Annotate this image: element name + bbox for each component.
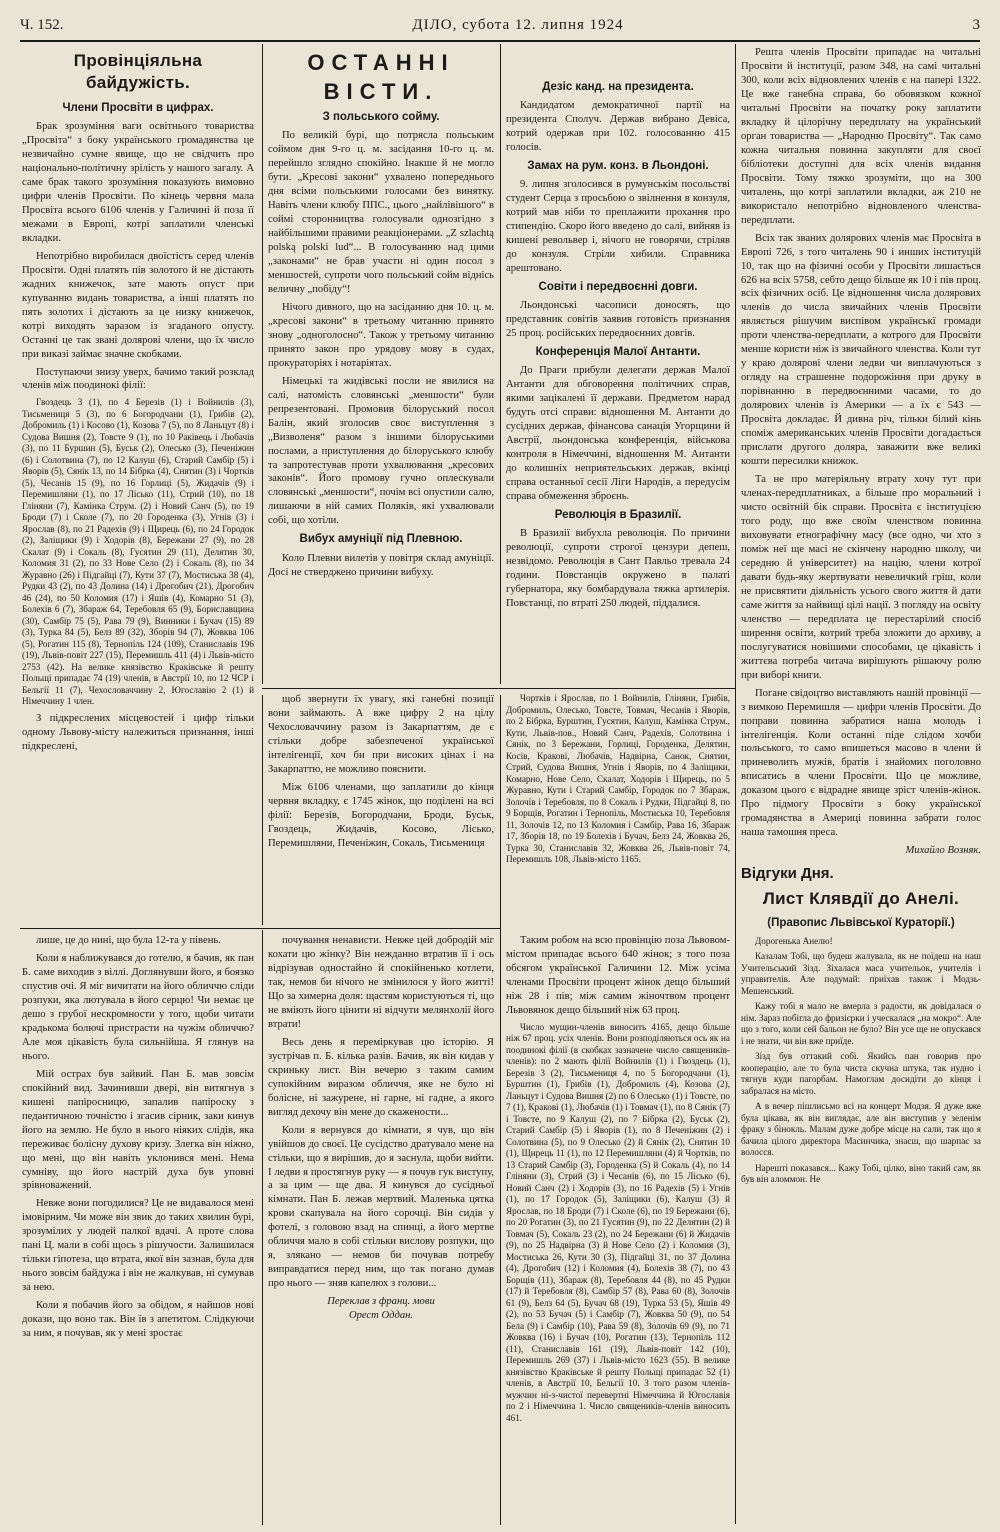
- column-rule: [500, 44, 501, 684]
- paragraph: Та не про матеріяльну втрату хочу тут при членах-передплатниках, а більше про моральний і чисто освітній бік справи. Просвіта є інституцією того роду, що вже своїм членством повинна виховувати етнографічну масу (все одно, чи хто з поміж неї ще масі не скінчену народню школу, чи середню й університет) на націю, члени котрої давати будь-яку жертвувати невеличкий гріш, коли не присвятити діяльність усього свого життя й дати саме життя за найвищі цілі нації. З погляду на освіту членство — передплата це перестарілий спосіб ширення освіти, котрий треба зложити до архиву, а послугуватися новішими способами, це цікавість і життєва потреба читача вирішують рішаючу ролю при виборі книги.: [741, 474, 981, 681]
- paragraph: Казалам Тобі, що будеш жалувала, як не поїдеш на наш Учительський Зізд. Зіхалася маса учительок, учителів і управителів. Але подумай: приїхав також і Модзь-Мешенський.: [741, 951, 981, 996]
- branch-list: Чортків і Ярослав, по 1 Войнилів, Гліняни, Грибів, Добромиль, Олесько, Товсте, Товмач, Чесанів і Яворів, по 2 Бібрка, Бурштин, Гусятин, Калуш, Камінка Струм., Кути, Львів-пов., Новий Санч, Радехів, Солотвина і Сянік, по 3 Бережани, Горлиці, Городенка, Делятин, Косів, Кракові, Любачів, Надвірна, Санок, Снятин, Стрий, Судова Вишня, Угнів і Яворів, по 4 Заліщики, Комарно, Нове Село, Скалат, Ходорів і Щирець, по 5 Журавно, Кути і Старий Самбір, Городок по 7 Збараж, Золочів і Теребовля, по 8 Сокаль і Рудки, Підгайці 8, по 9 Борщів, Рогатин і Тернопіль, Мостиська 10, Теребовля 11, Золочів 12, по 13 Коломия і Самбір, Рава 16, Збараж 17, Зборів 18, по 19 Болехів і Бучач, Белз 24, Жовква 26, Турка 30, Станиславів 32, Жовква 26, Львів-повіт 74, Перемишль 108, Львів-місто 1165.: [506, 693, 730, 864]
- paragraph: Нарешті показався... Кажу Тобі, цілко, віно такий сам, як був він аломмон. Не: [741, 1162, 981, 1185]
- paragraph: З підкреслених місцевостей і цифр тільки одному Львову-місту належиться признання, інші підкреслені,: [22, 712, 254, 752]
- paragraph: А в вечер пішлисьмо всі на концерт Модзя. Я дуже вже була цікава, як він виглядає, але він виступив у зеленім фраку з бінокль. Малам дуже добре місце на сали, так що я бачила цілого директора Масинчика, знаєш, що шарпає за волосся.: [741, 1101, 981, 1158]
- issue-number: Ч. 152.: [20, 16, 64, 33]
- news-heading: Совіти і передвоєнні довги.: [538, 281, 698, 293]
- article-title: Провінціяльна байдужість.: [73, 51, 203, 93]
- paragraph: Невже вони погодилися? Це не видавалося мені імовірним. Чи може він звик до таких хвилин бурі, зрозумілих у людей палкої вдачі. А проте слова пані Ц. мали в собі щось з рішучости. Залишилася тільки гіпотеза, що втрата, якої він зазнав, була для нього зовсім байдужа і він не жалкував, ні сумував за нею.: [22, 1198, 254, 1294]
- paragraph: До Праги прибули делегати держав Малої Антанти для обговорення політичних справ, якими зацікалені її держави. Предметом нарад будуть отсі справи: відношення М. Антанти до сусідних держав, фінансова санація Угорщини й Австрії, льондонська конференція, військова контроля в Німеччині, відношення М. Антанти до колишніх неприятельських держав, вкінці справа останньої сесії Ліги Народів, а передусім справа обмеження зброєнь.: [506, 365, 730, 502]
- column-rule: [262, 695, 263, 925]
- column-rule: [500, 695, 501, 1525]
- paragraph: Між 6106 членами, що заплатили до кінця червня вкладку, є 1745 жінок, що поділені на всі філії: Березів, Богородчани, Броди, Буськ, Гвоздець, Жидачів, Косово, Лісько, Перемишляни, Печеніжин, Сокаль, Тисьмениця: [268, 781, 494, 849]
- paragraph: Мій острах був зайвий. Пан Б. мав зовсім спокійний вид. Зачинивши двері, він витягнув з кишені папіросницю, запалив папіроску з педантичною точністю і згасив сірник, заки кинув його на землю. Не було в нього ніяких слідів, яка переживає болісну духову кризу. Злегка він ніжно, що мені, що він навіть уклонився мені. Нема сумніву, що його настрій духа був уповні зрівноважений.: [22, 1068, 254, 1192]
- section-rule: [262, 688, 735, 689]
- news-heading: Замах на рум. конз. в Льондоні.: [527, 160, 709, 173]
- paragraph: почування ненависти. Невже цей добродій міг кохати цю жінку? Він нежданно втратив її і ось відрізував одностайно й спокійненько котлети, так, немов би нічого не змінилося у його житті! Що за химерна доля: щастям користуються ті, що не вміють його цінити ні відчути мелянхолії його втрати!: [268, 935, 494, 1030]
- article-subtitle: Члени Просвіти в цифрах.: [62, 101, 214, 114]
- page-number: 3: [972, 16, 980, 33]
- column-rule: [735, 44, 736, 1524]
- membership-women-list: [506, 693, 730, 925]
- masthead-date: ДІЛО, субота 12. липня 1924: [412, 16, 624, 33]
- column-rule: [262, 930, 263, 1525]
- section-rule: [20, 928, 500, 929]
- paragraph: В Бразилії вибухла революція. По причини революції, супроти строгої цензури депеш, незвідомо. Революція в Сант Павльо тревала 24 години. Повстанців окружено в палаті губернатора, яку бомбардувала тяжка артилерія. Повстанці, по втраті 250 людей, піддалися.: [506, 528, 730, 609]
- latest-news-right: [506, 76, 730, 686]
- paragraph: Поступаючи знизу уверх, бачимо такий розклад членів між поодинокі філії:: [22, 366, 254, 392]
- branch-list: Гвоздець 3 (1), по 4 Березів (1) і Войнилів (3), Тисьмениця 5 (3), по 6 Богородчани (1), Грибів (2), Добромиль (1) і Косово (1), Козова 7 (5), по 8 Ланьцут (8) і Судова Вишня (2), Товсте 9 (1), по 10 Раківець і Любачів (3), по 11 Буршин (5), Буськ (2), Олесько (3), Печеніжин (6) і Солотвина (7), по 12 Калуш (6), Старий Самбір (5) і Яворів (5), Сянік 13, по 14 Бібрка (4), Снятин (3) і Чортків (5), Чесанів 15 (9), по 16 Горлиці (5), Жидачів (9) і Перемишляни (1), по 17 Лісько (11), Стрий (10), по 18 Гліняни (7), Камінка Струм. (2) і Новий Санч (5), по 19 Броди (7) і Сколе (7), по 20 Городенка (3), Угнів (3) і Ярослав (8), по 21 Радехів (9) і Щирець (6), по 24 Городок (2), Заліщики (9) і Ходорів (8), Бережани 27 (9), по 28 Скалат (9) і Сокаль (8), Гусятин 29 (11), Делятин 30, Коломия 31 (2), по 33 Нове Село (2) і Сокаль (8), по 34 Журавно (26) і Підгайці (7), Кути 37 (7), Мостиська 38 (4), Рудки 43 (2), по 43 Долина (14) і Дрогобич (21), Дрогобич 46 (24), по 50 Коломия (17) і Яшів (4), Комарно 51 (3), Болехів 6 (7), Збараж 64, Теребовля 65 (9), Бориславщина (30), Самбір 75 (5), Рава 79 (9), Винники і Бучач (15) 89 (3), Турка 84 (5), Белз 89 (32), Зборів 94 (7), Жовква 106 (5), Рогатин 115 (8), Тернопіль 124 (109), Станиславів 196 (19), Львів-повіт 227 (15), Перемишль 411 (4) і Львів-місто 2753 (42). На велике князівство Краківське й решту Польщі припадає 74 (19) членів, в Австрії 10, по 12 ЧСР і Бельгії 11 (7), Чехословаччину 2, Югославію 2 (1) й Німеччину 1 член.: [22, 397, 254, 707]
- paragraph: Кажу тобі я мало не вмерла з радости, як довідалася о нім. Зараз побігла до фризієрки і уческалася „на мокро“. Але що з того, коли сей бальон не було? Він усе ще не опускався і не знати, чи він вже приїде.: [741, 1001, 981, 1046]
- article-author: Михайло Возняк.: [905, 845, 981, 857]
- news-heading: З польського сойму.: [322, 111, 440, 124]
- news-heading: Вибух амуніції під Плевною.: [299, 533, 463, 546]
- paragraph: По великій бурі, що потрясла польським соймом дня 9-го ц. м. засідання 10-го ц. м. перейшло зглядно спокійно. Інакше й не могло бути. „Кресові закони“ ухвалено попереднього дня всіми польськими голосами без винятку. Навіть члени клюбу ППС., цього „найлівішого“ в соймі сторонництва голосували однозгідно з найбільшими правими реакціонерами. „Z szlachtą polską polski lud“... В голосуванню над цими „законами“ не брав участи ні один посол з меншостей, супроти чого польський сойм віднісь величну „побіду“!: [268, 130, 494, 295]
- paragraph: Льондонські часописи доносять, що представник совітів заявив готовість признання 25 проц. російських передвоєнних довгів.: [506, 300, 730, 340]
- paragraph: Коли я побачив його за обідом, я найшов нові докази, що воно так. Він їв з апетитом. Слідкуючи за ним, я почував, як у мені зростає: [22, 1300, 254, 1340]
- section-heading: Відгуки Дня.: [741, 865, 834, 883]
- paragraph: Весь день я переміркував цю історію. Я зустрічав п. Б. кілька разів. Бачив, як він кидав у скриньку лист. Він вечерю з таким самим супокійним виразом обличчя, яке не було ні болісне, ні зажурене, ні гарне, ні гадне, а якого вигляд дехочу він мене до скажености...: [268, 1036, 494, 1118]
- news-heading: Конференція Малої Антанти.: [535, 346, 701, 359]
- translator-name: Орест Оддан.: [348, 1310, 414, 1322]
- paragraph: Німецькі та жидівські посли не явилися на салі, натомість словянські „меншости“ були репрезентовані. Промовив білоруський посол Балін, який зголосив своє виступлення з „Визволеня“ разом з іншими білоруськими послами, а приступлення до білоруського клюбу та запротестував проти ухвалювання „кресових законів“. Його промову гучно оплескували словянські „меншости“, почім всі опустили салю, лишаючи в ній самих Поляків, які ухвалювали собі, що хотіли.: [268, 375, 494, 527]
- article-provincial-indifference-continued: [741, 46, 981, 1526]
- feuilleton-title: Лист Клявдії до Анелі.: [762, 889, 960, 909]
- paragraph: щоб звернути їх увагу, які ганебні позиції вони займають. А вже цифру 2 на цілу Чехословаччину разом із Закарпаттям, де є стільки добре забезпеченої української інтелігенції, хоч би при високих цінах і на Закарпаттю, не можливо пояснити.: [268, 694, 494, 775]
- paragraph: Таким робом на всю провінцію поза Львовом-містом припадає всього 640 жінок; з того поза обсягом української Галичини 12. Між усіма членами Просвіти процент жінок дещо більший ніж 28 і пів; між самим жіночтвом процент Львовянок дещо більший ніж 63 проц.: [506, 935, 730, 1016]
- page-header: [20, 10, 980, 42]
- section-banner: ОСТАННІ ВІСТИ.: [307, 50, 455, 105]
- paragraph: Всіх так званих долярових членів має Просвіта в Европі 726, з того читалень 90 і инших інституцій 10, так що на фізичні особи у Просвіти лишається 626 на всіх 5758, себто дещо більше як 10 і пів проц. всіх фізичних осіб. Це відношення числа долярових членів до числа звичайних членів Просвіти являється рішучим виспівом українськї громади проти членства-передплати, а котрого для Просвіти менше користи ніж із звичайного членства. Коли тут у краю долярові члени ледви чи виплачуються з огляду на страшенне подорожіння при друку в порівнанню в передвоєнними часами, то до долярових членів із Америки — а їх є 543 — Просвіта докладає. Й дивна річ, тільки білий кінь споміж американських членів Просвіти догадається прислати другого доляра, заважити вже великі кошти пересилки книжок.: [741, 232, 981, 468]
- paragraph: Зізд був оттакий собі. Якийсь пан говорив про кооперацію, але то була чиста скучна штука, так нудно і тягнув куди пагорбам. Намоглам досидіти до кінця і забралася на місто.: [741, 1051, 981, 1096]
- paragraph: Дорогенька Анелю!: [755, 935, 833, 946]
- paragraph: Нічого дивного, що на засіданню дня 10. ц. м. „кресові закони“ в третьому читанню принято знову „одноголосно“. Також у третьому читанню принято закон про урядову мову в судах, прокураторіях і нотаріятах.: [268, 301, 494, 369]
- paragraph: Кандидатом демократичної партії на президента Сполуч. Держав вибрано Девіса, котрий одержав при 102. голосованню 415 голосів.: [506, 100, 730, 154]
- branch-list: Число мущин-членів виносить 4165, дещо більше ніж 67 проц. усіх членів. Вони розподіляються ось як на поодинокі філії (в скобках зазначене число священиків-членів): по 2 мають філії Войнилів (1) і Гвоздець (1), Березів 3 (2), Тисьмениця 4, по 5 Богородчани (1), Бурштин (1), Грибів (1), Добромиль (4), Козова (2), Ланьцут і Судова Вишня (2) по 6 Олесько (1) і Товсте, по 7 (1), Кракові (1), Любачів (1) і Товмач (1), по 8 Сянік (7) і Товсте, по 9 Калуш (2), по 7 Бібрка (2), Буськ (2), Старий Самбір (5) і Яворів (1), по 8 Печеніжин (2) і Солотвина (5), по 9 Олесько (2) й Сянік (2), Снятин 10 (1), Щирець 11 (1), по 12 Перемишляни (4) й Чортків, по 13 Старий Самбір (3), Городенка (5) й Сокаль (4), по 14 Гліняни (3), Стрий (3) і Чесанів (6), по 15 Лісько (6), Новий Санч (2) і Ходорів (3), по 16 Радехів (5) і Угнів (1), по 17 Городок (5), Заліщики (6), Калуш (3) й Ярослав, по 18 Броди (7) і Сколе (6), по 19 Бережани (6), по 20 Рогатин (3), по 21 Гусятин (9), по 22 Делятин (2) й Товмач (5), Сокаль 23 (2), по 24 Бережани (6) й Жидачів (9), по 25 Надвірна (3) й Нове Село (2) і Коломия (3), Мостиська 26, Кути 30 (3), Підгайці 31, по 37 Долина (4), Дрогобич (12) і Коломия (4), Болехів 38 (7), по 43 Борщів (11), Збараж (8), Теребовля 44 (8), по 45 Рудки (17) й Теребовля (8), Самбір 57 (8), Рава 60 (8), Золочів 61 (9), Белз 64 (5), Бучач 68 (19), Турка 53 (5), Яшів 49 (2), по 53 Бучач (5) і Самбір (7), Жовква 50 (9), по 54 Бела (9) і Самбір (10), Рава 59 (8), Золочів 69 (9), по 71 Жовква (16) і Бучач (10), Рогатин (13), Тернопіль 112 (11), Станиславів 161 (19), Львів-повіт 142 (10), Перемишль 269 (37) і Львів-місто 1623 (55). В велике князівство Краківське й решту Польщі припадає 52 (1) членів, в Австрії 10, Бельгії 10. З того разом членів-мужчин ні-з-чистої перевертні Німеччина й Югославія по 2 і Німеччина 1. Число священиків-членів виносить 461.: [506, 1021, 730, 1423]
- membership-men-list: [506, 934, 730, 1524]
- paragraph: Непотрібно виробилася двоїстість серед членів Просвіти. Одні платять пів золотого й не дістають жадних книжечок, зате мають опуст при купуванню видань товариства, а інші платять по пять золотих і дістають за це низку книжечок, котрі виходять заразом із згаданого опусту. Останні це так звані долярові члени, що їх число при виказі займає значне скобками.: [22, 250, 254, 360]
- paragraph: Коли я наближувався до готелю, я бачив, як пан Б. саме виходив з віллі. Доглянувши його, я боязко спустив очі. Я міг вичитати на його обличчю сліди розпуки, яка лютувала в його серцю! Чи немає це дешо з грубої нескромности у того, щоби читати крадькома болючі пристрасти на чужім обличчю? Але моя цікавість була сильнійша. Я глянув на нього.: [22, 952, 254, 1062]
- paragraph: лише, це до нині, що була 12-та у півень.: [36, 935, 221, 946]
- paragraph: 9. липня зголосився в румунськім посольстві студент Серца з просьбою о звілнення в конзуля, котрий мав ніби то преплажити прохання про стипендію. Скоро його введено до салі, вийняв із кишені револьвер і, нічого не говорячи, стріляв до конзуля. Стріли хибили. Справника арештовано.: [506, 179, 730, 275]
- column-rule: [262, 44, 263, 684]
- paragraph: Коли я вернувся до кімнати, я чув, що він увійшов до своєї. Це сусідство дратувало мене на стільки, що я вирішив, до я заснула, щоби вийти. І ледви я простягнув руку — я почув гук виступу, а за цим — ще два. Я кинувся до сусідньої кімнати. Пан Б. лежав мертвий. Маленька цятка крови скапувала на його сорочці. Він сидів у фотелі, з головою взад на спинці, а його мертве обличчя мало в собі стільки вислову розпуки, що я, злякано — немов би почував потребу виправдатися перед ним, що так погано думав про нього — зняв капелюх з голови...: [268, 1124, 494, 1290]
- membership-women-text: [268, 693, 494, 925]
- article-provincial-indifference: [22, 46, 254, 926]
- latest-news-left: [268, 46, 494, 686]
- paragraph: Решта членів Просвіти припадає на читальні Просвіти й інституції, разом 348, на самі читальні 300, коли всіх відновлених членів є на папері 1322. Це вже ганебна справа, бо обовязком кожної читальні Просвіти на початку року заплатити вкладку й цілорічну передплату на український орган товариства — „Народню Просвіту“. Так само кожна читальня повинна закупляти для своєї бібліотеки доступні для всіх членів видання Просвіти. Тому тяжко зрозуміти, що на 300 читалень, що котрі заплатили вкладки, аж 210 не використало непотрібно відновленого членства-передплати.: [741, 47, 981, 226]
- paragraph: Погане свідоцтво виставляють нашій провінції — з вимкою Перемишля — цифри членів Просвіти. До поправи повинна забратися наша молодь і інтелігенція. Коли останні піде слідом хочби польського, то само впишеться масово в члени й приневолить мужів, братів і знайомих поголовно вписатись в члени Просвіти. Що це можливе, доказом цього є відрадне явище зріст членів-жінок. Про підмогу Просвіти з боку української громадянства в Америці повинна забрати голос наша тамошня преса.: [741, 687, 981, 839]
- translator-note: Переклав з франц. мови: [327, 1296, 435, 1308]
- feuilleton-story-right: [268, 934, 494, 1524]
- news-heading: Дезіс канд. на президента.: [542, 81, 694, 93]
- feuilleton-subtitle: (Правопис Львівської Кураторії.): [767, 917, 955, 930]
- news-heading: Революція в Бразилії.: [554, 508, 682, 521]
- feuilleton-story-left: [22, 934, 254, 1524]
- paragraph: Коло Плевни вилетів у повітря склад амуніції. Досі не стверджено причини вибуху.: [268, 552, 494, 578]
- paragraph: Брак зрозуміння ваги освітнього товариства „Просвіта“ з боку українського громадянства це незвичайно сумне явище, що не свідчить про національно-політичну зрілість у нашого загалу. А саме брак такого зрозуміння показують вимовно цифри членів Просвіти. По кінець червня мала Просвіта всього 6106 членів у Галичині й поза її межами в Европі, котрі заплатили членські вкладки.: [22, 121, 254, 244]
